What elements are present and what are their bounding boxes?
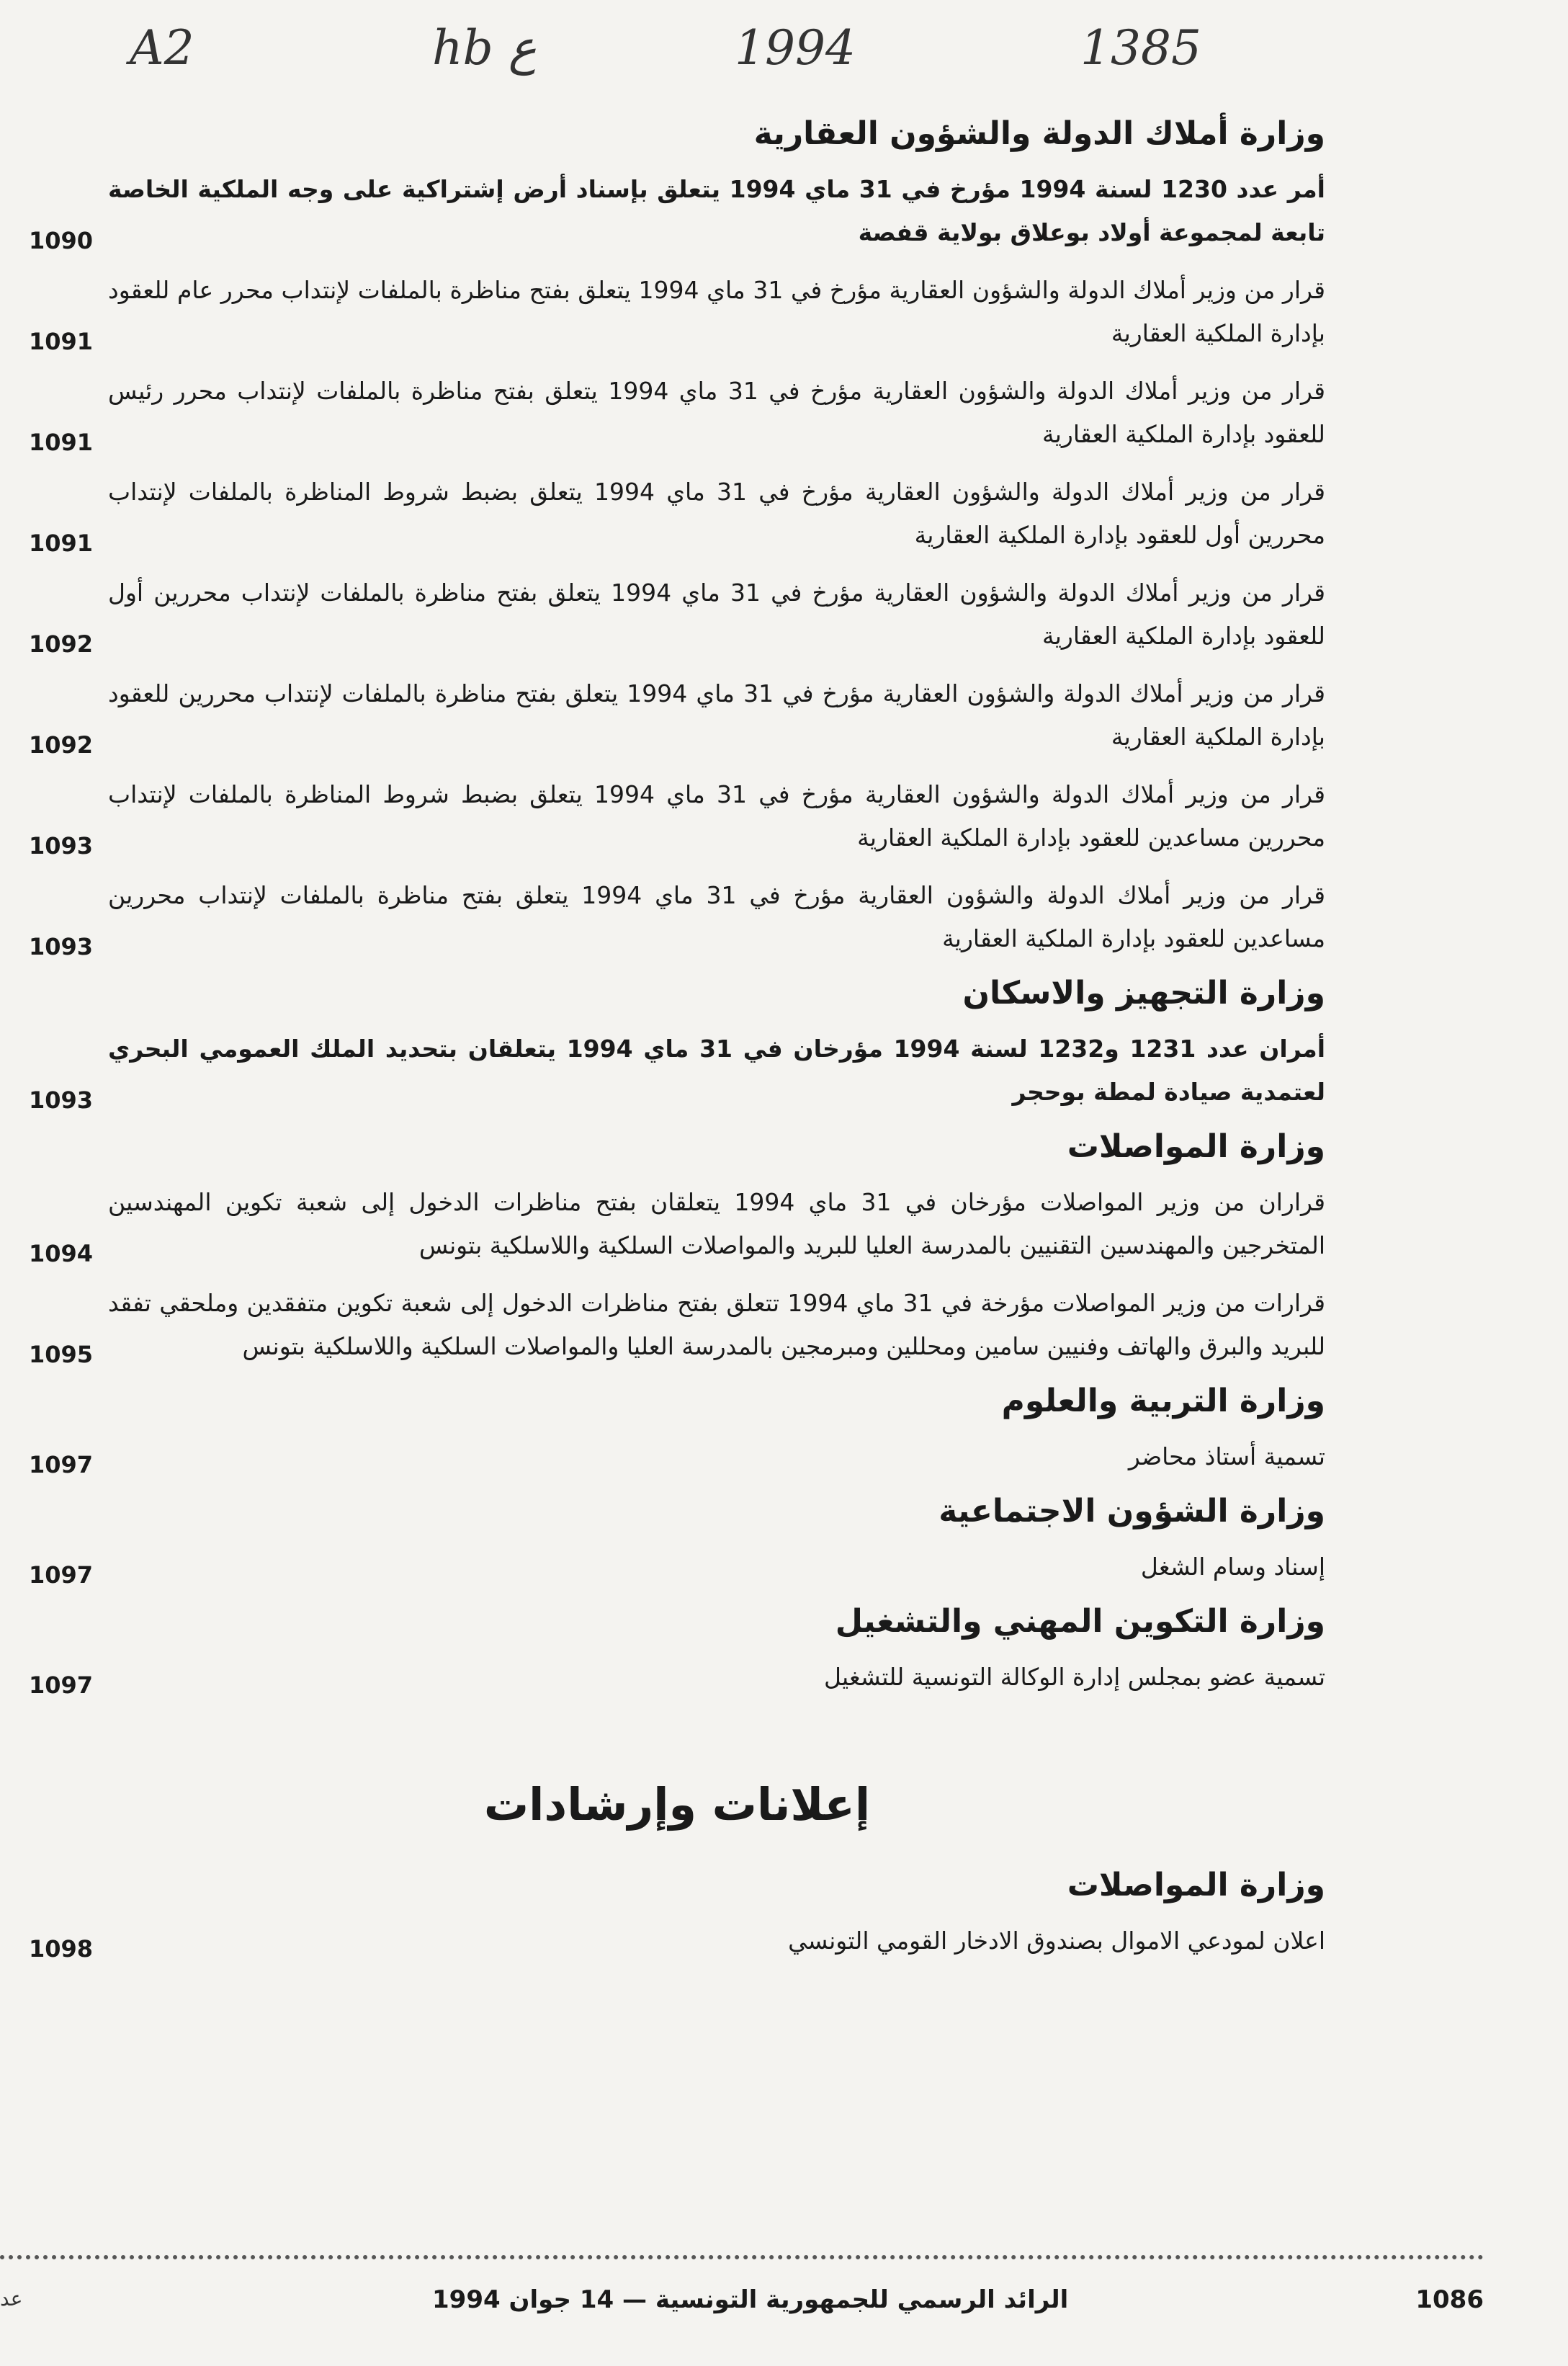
announcements-title: إعلانات وإرشادات: [483, 1778, 871, 1831]
section-title: وزارة الشؤون الاجتماعية: [938, 1493, 1325, 1530]
page-number: 1091: [29, 328, 94, 355]
page-number: 1093: [29, 832, 94, 860]
section: [29, 1603, 1325, 1699]
list-item: [29, 1027, 1325, 1114]
page-number: 1094: [29, 1240, 94, 1267]
entry-text: تسمية أستاذ محاضر: [1128, 1442, 1325, 1470]
list-item: [29, 1656, 1325, 1699]
list-item: [29, 269, 1325, 355]
list-item: [29, 773, 1325, 860]
page-number: 1090: [29, 227, 94, 254]
page-number: 1091: [29, 530, 94, 557]
list-item: [29, 1435, 1325, 1478]
entry-text: قرار من وزير أملاك الدولة والشؤون العقارية مؤرخ في 31 ماي 1994 يتعلق بفتح مناظرة بالملفات لإنتداب محررين مساعدين للعقود بإدارة الملكية العقارية: [108, 881, 1325, 952]
section-title: وزارة التكوين المهني والتشغيل: [835, 1603, 1325, 1640]
list-item: [29, 571, 1325, 658]
entry-text: قرار من وزير أملاك الدولة والشؤون العقارية مؤرخ في 31 ماي 1994 يتعلق بفتح مناظرة بالملفات لإنتداب محرر عام للعقود بإدارة الملكية العقارية: [108, 276, 1325, 347]
section: [29, 1128, 1325, 1368]
entry-text: اعلان لمودعي الاموال بصندوق الادخار القومي التونسي: [788, 1927, 1325, 1955]
entry-text: إسناد وسام الشغل: [1140, 1553, 1325, 1581]
entry-text: أمر عدد 1230 لسنة 1994 مؤرخ في 31 ماي 1994 يتعلق بإسناد أرض إشتراكية على وجه الملكية الخاصة تابعة لمجموعة أولاد بوعلاق بولاية قفصة: [108, 175, 1325, 246]
list-item: [29, 672, 1325, 759]
handwritten-note-4: 1385: [1080, 20, 1201, 76]
section: [29, 1867, 1325, 1963]
handwritten-note-2: hb ع: [432, 20, 537, 76]
page-number: 1097: [29, 1671, 94, 1699]
footer-title: الرائد الرسمي للجمهورية التونسية — 14 جوان 1994: [432, 2285, 1069, 2314]
list-item: [29, 1282, 1325, 1368]
entry-text: تسمية عضو بمجلس إدارة الوكالة التونسية للتشغيل: [824, 1663, 1325, 1691]
list-item: [29, 370, 1325, 456]
page-number: 1097: [29, 1451, 94, 1478]
entry-text: قرار من وزير أملاك الدولة والشؤون العقارية مؤرخ في 31 ماي 1994 يتعلق بضبط شروط المناظرة بالملفات لإنتداب محررين مساعدين للعقود بإدارة الملكية العقارية: [108, 780, 1325, 852]
entry-text: قرارات من وزير المواصلات مؤرخة في 31 ماي 1994 تتعلق بفتح مناظرات الدخول إلى شعبة تكوين متفقدين وملحقي تفقد للبريد والبرق والهاتف وفنيين سامين ومحللين ومبرمجين بالمدرسة العليا والمواصلات السلكية واللاسلكية بتونس: [108, 1289, 1326, 1360]
section: [29, 1383, 1325, 1478]
page-footer: [0, 2255, 1484, 2314]
page-number: 1092: [29, 630, 94, 658]
table-of-contents: [29, 101, 1325, 1977]
footer-edge-text: عد: [0, 2287, 23, 2311]
page-number: 1093: [29, 1086, 94, 1114]
section-title: وزارة التربية والعلوم: [1001, 1383, 1325, 1419]
section: [29, 115, 1325, 960]
page-number: 1092: [29, 731, 94, 759]
page-number: 1091: [29, 429, 94, 456]
page-number: 1093: [29, 933, 94, 960]
list-item: [29, 1545, 1325, 1589]
list-item: [29, 168, 1325, 254]
handwritten-note-3: 1994: [735, 20, 856, 76]
list-item: [29, 1919, 1325, 1963]
entry-text: قرار من وزير أملاك الدولة والشؤون العقارية مؤرخ في 31 ماي 1994 يتعلق بفتح مناظرة بالملفات لإنتداب محرر رئيس للعقود بإدارة الملكية العقارية: [108, 377, 1325, 448]
page-number: 1097: [29, 1561, 94, 1589]
entry-text: قرار من وزير أملاك الدولة والشؤون العقارية مؤرخ في 31 ماي 1994 يتعلق بفتح مناظرة بالملفات لإنتداب محررين أول للعقود بإدارة الملكية العقارية: [108, 579, 1325, 650]
section: [29, 975, 1325, 1114]
section-title: وزارة التجهيز والاسكان: [962, 975, 1325, 1012]
entry-text: أمران عدد 1231 و1232 لسنة 1994 مؤرخان في 31 ماي 1994 يتعلقان بتحديد الملك العمومي البحري لعتمدية صيادة لمطة بوحجر: [108, 1035, 1326, 1106]
page-number: 1095: [29, 1341, 94, 1368]
list-item: [29, 470, 1325, 557]
list-item: [29, 874, 1325, 960]
section: [29, 1493, 1325, 1589]
entry-text: قرار من وزير أملاك الدولة والشؤون العقارية مؤرخ في 31 ماي 1994 يتعلق بضبط شروط المناظرة بالملفات لإنتداب محررين أول للعقود بإدارة الملكية العقارية: [108, 478, 1325, 549]
page-number: 1098: [29, 1935, 94, 1963]
entry-text: قرار من وزير أملاك الدولة والشؤون العقارية مؤرخ في 31 ماي 1994 يتعلق بفتح مناظرة بالملفات لإنتداب محررين للعقود بإدارة الملكية العقارية: [108, 679, 1325, 751]
section-title: وزارة المواصلات: [1067, 1867, 1325, 1903]
list-item: [29, 1181, 1325, 1267]
section-title: وزارة المواصلات: [1067, 1128, 1325, 1165]
entry-text: قراران من وزير المواصلات مؤرخان في 31 ماي 1994 يتعلقان بفتح مناظرات الدخول إلى شعبة تكوين المهندسين المتخرجين والمهندسين التقنيين بالمدرسة العليا للبريد والمواصلات السلكية واللاسلكية بتونس: [108, 1188, 1325, 1259]
handwritten-note-1: A2: [130, 20, 194, 76]
section-title: وزارة أملاك الدولة والشؤون العقارية: [753, 115, 1325, 152]
footer-page-number: 1086: [1415, 2285, 1484, 2314]
